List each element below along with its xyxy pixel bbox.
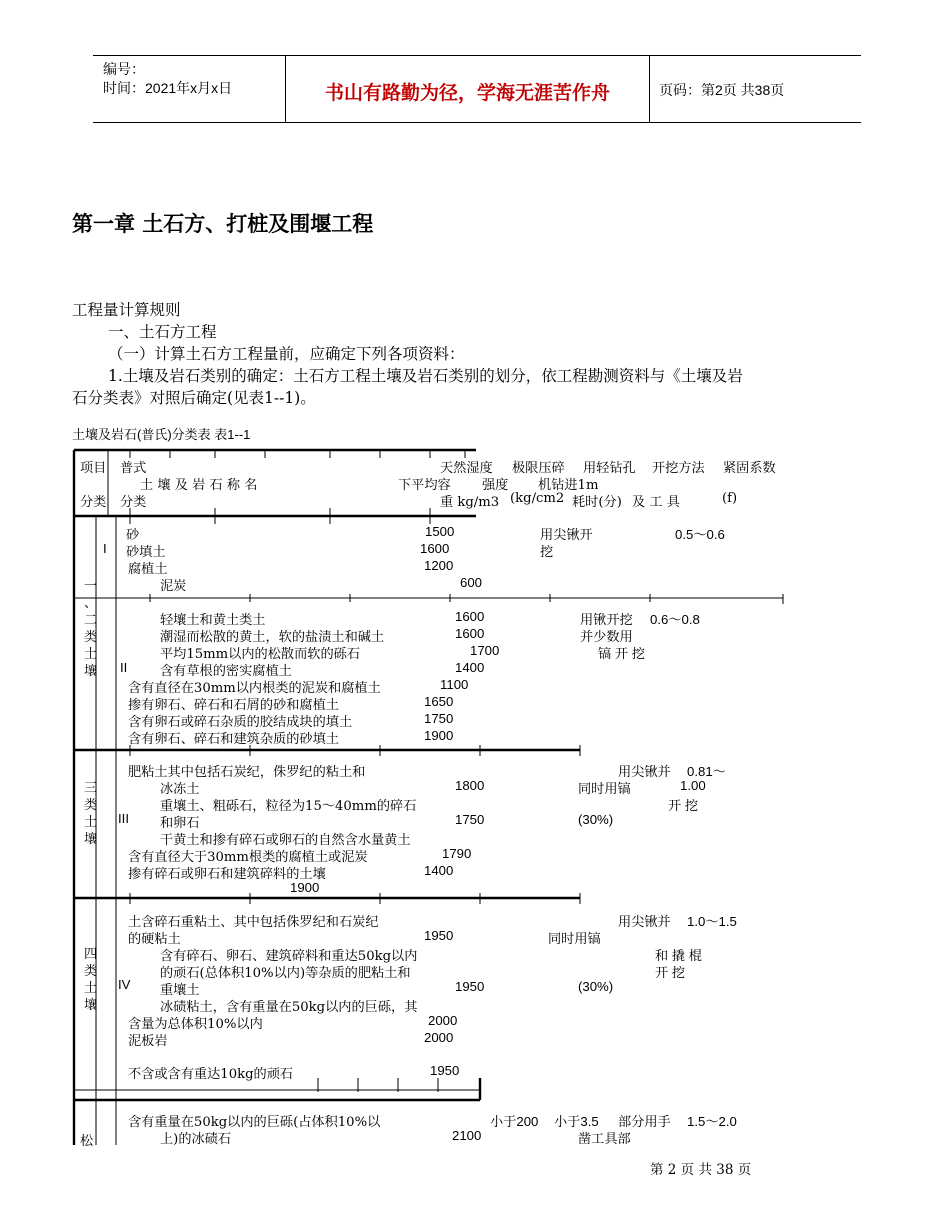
row-method: 挖 — [540, 544, 554, 559]
row-coef: 0.5～0.6 — [675, 527, 725, 542]
th-name: 土 壤 及 岩 石 称 名 — [140, 478, 258, 493]
group-label: 类 — [84, 630, 98, 645]
row-strength: 小于200 — [490, 1114, 539, 1129]
group-label: 、 — [84, 596, 98, 611]
row-soil-name: 含有卵石、碎石和建筑杂质的砂填土 — [128, 732, 339, 747]
row-method: 开 挖 — [655, 965, 686, 980]
row-weight: 600 — [460, 575, 483, 590]
group-label: 壤 — [84, 664, 98, 679]
row-weight: 1600 — [455, 609, 485, 624]
row-coef: 0.81～ — [687, 764, 726, 779]
row-soil-name: 含有直径大于30mm根类的腐植土或泥炭 — [128, 850, 368, 865]
row-coef: 1.00 — [680, 778, 706, 793]
row-soil-name: 含有直径在30mm以内根类的泥炭和腐植土 — [128, 681, 381, 696]
subsection-title: 一、土石方工程 — [108, 323, 217, 341]
row-soil-name: 重壤土 — [160, 983, 200, 998]
group-label: 类 — [84, 964, 98, 979]
row-method: 同时用镐 — [578, 781, 631, 796]
row-soil-name: 重壤土、粗砾石，粒径为15～40mm的碎石 — [160, 799, 417, 814]
group-label: 松 — [80, 1134, 94, 1149]
pushi-class: II — [120, 660, 128, 675]
row-weight: 1750 — [455, 812, 485, 827]
row-method: 用锹开挖 — [580, 612, 633, 627]
row-soil-name: 轻壤土和黄土类土 — [160, 613, 266, 628]
row-weight: 2000 — [424, 1030, 454, 1045]
th-time: 耗时(分) — [572, 495, 622, 510]
row-weight: 2000 — [428, 1013, 458, 1028]
table-caption: 土壤及岩石(普氏)分类表 表1--1 — [72, 427, 251, 442]
row-method: 用尖锹并 — [618, 914, 671, 929]
chapter-title: 第一章 土石方、打桩及围堰工程 — [72, 211, 374, 236]
group-label: 土 — [84, 981, 98, 996]
th-strength: 极限压碎 — [512, 461, 565, 476]
row-method: 开 挖 — [668, 798, 699, 813]
row-weight: 1200 — [424, 558, 454, 573]
row-coef: 1.0～1.5 — [687, 914, 737, 929]
row-weight: 1900 — [424, 728, 454, 743]
row-weight: 1800 — [455, 778, 485, 793]
item-1: （一）计算土石方工程量前，应确定下列各项资料： — [108, 345, 465, 363]
pushi-class: IV — [118, 977, 131, 992]
row-method: 并少数用 — [580, 629, 633, 644]
row-weight: 2100 — [452, 1128, 482, 1143]
page-label: 页码：第2页 共38页 — [659, 82, 785, 98]
row-soil-name: 砂填土 — [126, 545, 166, 560]
row-soil-name: 含量为总体积10%以内 — [128, 1017, 263, 1032]
row-weight: 1750 — [424, 711, 454, 726]
row-soil-name: 泥炭 — [160, 579, 187, 594]
row-method: 同时用镐 — [548, 931, 601, 946]
row-soil-name: 干黄土和掺有碎石或卵石的自然含水量黄土 — [160, 833, 411, 848]
th-coef: 紧固系数 — [723, 461, 776, 476]
row-weight: 1950 — [424, 928, 454, 943]
row-method: 镐 开 挖 — [598, 646, 645, 661]
row-soil-name: 砂 — [126, 528, 140, 543]
row-weight: 1400 — [455, 660, 485, 675]
group-label: 三 — [84, 781, 98, 796]
row-weight: 1600 — [420, 541, 450, 556]
th-class1: 分类 — [80, 495, 107, 510]
page-header — [93, 55, 861, 123]
row-soil-name: 含有卵石或碎石杂质的胶结成块的填土 — [128, 715, 353, 730]
row-soil-name: 不含或含有重达10kg的顽石 — [128, 1067, 294, 1082]
motto: 书山有路勤为径，学海无涯苦作舟 — [324, 82, 610, 104]
row-soil-name: 和卵石 — [160, 816, 200, 831]
row-soil-name: 腐植土 — [128, 562, 168, 577]
row-method: 凿工具部 — [578, 1131, 631, 1146]
row-weight: 1600 — [455, 626, 485, 641]
code-label: 编号： — [103, 61, 145, 77]
th-weight: 重 kg/m3 — [440, 495, 500, 510]
row-weight: 1100 — [440, 677, 469, 692]
th-pushi: 普式 — [120, 461, 147, 476]
row-weight: 1950 — [455, 979, 485, 994]
th-kgcm2: (kg/cm2 — [510, 491, 565, 506]
row-soil-name: 冰冻土 — [160, 782, 200, 797]
group-label: 四 — [84, 947, 98, 962]
row-method: (30%) — [578, 812, 614, 827]
row-method: 和 撬 棍 — [655, 948, 702, 963]
group-label: 一 — [84, 579, 98, 594]
footer-page-number: 第 2 页 共 38 页 — [650, 1162, 752, 1178]
th-class2: 分类 — [120, 495, 147, 510]
row-soil-name: 含有草根的密实腐植土 — [160, 664, 292, 679]
row-weight: 1700 — [470, 643, 500, 658]
th-drill2: 机钻进1m — [538, 478, 599, 493]
row-soil-name: 肥粘土其中包括石炭纪，侏罗纪的粘土和 — [128, 765, 366, 780]
group-label: 二 — [84, 613, 98, 628]
group-label: 土 — [84, 647, 98, 662]
row-method: 用尖锹开 — [540, 527, 593, 542]
row-soil-name: 潮湿而松散的黄土，软的盐渍土和碱土 — [160, 630, 385, 645]
th-avg: 下平均容 — [398, 478, 451, 493]
row-drill-time: 小于3.5 — [554, 1114, 599, 1129]
row-weight: 1950 — [430, 1063, 460, 1078]
group-label: 壤 — [84, 998, 98, 1013]
paragraph-line-2: 石分类表》对照后确定(见表1--1)。 — [72, 389, 316, 407]
time-label: 时间：2021年x月x日 — [103, 80, 233, 96]
row-method: 用尖锹并 — [618, 764, 671, 779]
row-soil-name: 泥板岩 — [128, 1034, 168, 1049]
group-label: 类 — [84, 798, 98, 813]
th-item: 项目 — [80, 461, 107, 476]
row-soil-name: 上)的冰碛石 — [160, 1132, 232, 1147]
row-weight: 1400 — [424, 863, 454, 878]
row-soil-name: 冰碛粘土，含有重量在50kg以内的巨砾，其 — [160, 1000, 418, 1015]
header-right-cell — [649, 56, 861, 122]
row-soil-name: 的硬粘土 — [128, 932, 181, 947]
row-soil-name: 的顽石(总体积10%以内)等杂质的肥粘土和 — [160, 966, 411, 981]
row-weight: 1500 — [425, 524, 455, 539]
row-soil-name: 含有碎石、卵石、建筑碎料和重达50kg以内 — [160, 949, 418, 964]
row-coef: 1.5～2.0 — [687, 1114, 737, 1129]
row-soil-name: 土含碎石重粘土、其中包括侏罗纪和石炭纪 — [128, 915, 379, 930]
th-method: 开挖方法 — [652, 461, 705, 476]
pushi-class: I — [103, 541, 107, 556]
th-qd: 强度 — [482, 478, 509, 493]
group-label: 土 — [84, 815, 98, 830]
row-soil-name: 掺有碎石或卵石和建筑碎料的土壤 — [128, 867, 326, 882]
header-left-cell — [93, 56, 285, 122]
row-coef: 0.6～0.8 — [650, 612, 700, 627]
pushi-class: III — [118, 811, 129, 826]
row-weight: 1650 — [424, 694, 454, 709]
row-soil-name: 含有重量在50kg以内的巨砾(占体积10%以 — [128, 1115, 381, 1130]
section-title: 工程量计算规则 — [72, 301, 181, 319]
row-method: (30%) — [578, 979, 614, 994]
row-soil-name: 掺有卵石、碎石和石屑的砂和腐植土 — [128, 698, 339, 713]
group-label: 壤 — [84, 832, 98, 847]
th-tools: 及 工 具 — [632, 495, 680, 510]
th-f: (f) — [722, 491, 738, 506]
row-soil-name: 平均15mm以内的松散而软的砾石 — [160, 647, 361, 662]
row-weight: 1790 — [442, 846, 472, 861]
th-drill: 用轻钻孔 — [583, 461, 636, 476]
th-humidity: 天然湿度 — [440, 461, 493, 476]
row-weight: 1900 — [290, 880, 320, 895]
row-method: 部分用手 — [618, 1114, 671, 1129]
paragraph-line-1: 1.土壤及岩石类别的确定：土石方工程土壤及岩石类别的划分，依工程勘测资料与《土壤及岩 — [108, 367, 743, 385]
header-motto-cell — [285, 56, 650, 122]
